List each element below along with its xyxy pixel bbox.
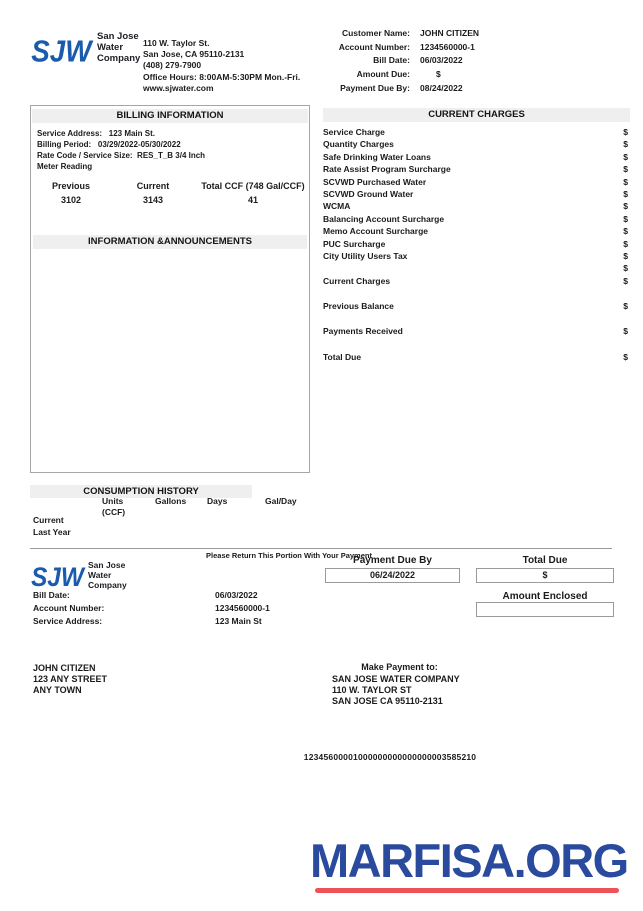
meter-reading-table: [31, 181, 309, 205]
stub-payment-due-by-box: 06/24/2022: [325, 568, 460, 583]
charge-amount: $: [623, 226, 628, 237]
consumption-history-header: CONSUMPTION HISTORY: [30, 485, 252, 498]
billing-information-panel: [30, 105, 310, 473]
charge-amount: $: [623, 176, 628, 187]
bill-date-label: Bill Date:: [373, 55, 410, 66]
payto-line: SAN JOSE CA 95110-2131: [332, 696, 443, 707]
stub-total-due-label: Total Due: [522, 555, 568, 566]
units-label: Units: [102, 496, 124, 506]
mailing-line: JOHN CITIZEN: [33, 663, 96, 673]
charge-amount: $: [623, 127, 628, 137]
meter-current-value: 3143: [142, 195, 164, 205]
charge-label: Balancing Account Surcharge: [323, 213, 445, 224]
charge-amount: $: [623, 201, 628, 212]
stub-total-due-box: $: [476, 568, 614, 583]
charge-label: Rate Assist Program Surcharge: [323, 164, 451, 175]
mailing-line: 123 ANY STREET: [33, 674, 108, 685]
consumption-col-galday: Gal/Day: [265, 496, 297, 506]
rate-code-label: Rate Code / Service Size:: [37, 151, 133, 160]
return-portion-notice: Please Return This Portion With Your Payment: [206, 551, 372, 560]
billing-period-label: Billing Period:: [37, 140, 92, 149]
stub-company-name: [88, 560, 127, 590]
charge-row: [323, 188, 630, 200]
total-amount: $: [623, 275, 628, 286]
company-name-line: Water: [97, 42, 124, 53]
total-due-row: [323, 351, 630, 363]
stub-bill-date-label: Bill Date:: [33, 590, 70, 600]
total-amount: $: [623, 301, 628, 312]
make-payment-title: Make Payment to:: [361, 662, 438, 672]
service-address-value: 123 Main St.: [108, 129, 155, 138]
charge-row: [323, 126, 630, 138]
charge-label: PUC Surcharge: [323, 238, 386, 249]
payto-line: 110 W. TAYLOR ST: [332, 685, 412, 696]
previous-balance-row: [323, 300, 630, 312]
stub-bill-date-value: 06/03/2022: [215, 590, 258, 600]
stub-account-number-label: Account Number:: [33, 602, 105, 613]
charge-row: [323, 250, 630, 262]
stub-divider-line: [30, 548, 612, 549]
stub-account-number-value: 1234560000-1: [215, 602, 270, 613]
charge-row: [323, 163, 630, 175]
account-number-label: Account Number:: [338, 41, 410, 52]
stub-bill-date-row: [33, 589, 270, 602]
charge-amount: $: [623, 164, 628, 175]
consumption-col-days: Days: [207, 496, 228, 506]
payments-received-row: [323, 325, 630, 337]
billing-information-header: BILLING INFORMATION: [32, 109, 308, 123]
meter-col-header: Previous: [51, 181, 91, 191]
stub-service-address-row: [33, 615, 270, 628]
billing-period-row: [37, 139, 309, 150]
customer-name-value: JOHN CITIZEN: [420, 28, 480, 38]
stub-account-number-row: [33, 602, 270, 615]
amount-enclosed-label: Amount Enclosed: [502, 591, 588, 602]
charge-totals: [323, 275, 630, 364]
charge-label: Memo Account Surcharge: [323, 226, 429, 237]
charge-label: SCVWD Purchased Water: [323, 176, 427, 187]
meter-col-header: Current: [136, 181, 170, 191]
consumption-row-last-year: Last Year: [33, 527, 71, 537]
address-line: Office Hours: 8:00AM-5:30PM Mon.-Fri.: [143, 71, 301, 82]
stub-details: [33, 589, 270, 627]
svg-text:SJW: SJW: [31, 562, 86, 593]
charge-label: City Utility Users Tax: [323, 250, 408, 261]
total-label: Payments Received: [323, 326, 403, 337]
stub-service-address-value: 123 Main St: [215, 615, 262, 626]
total-label: Previous Balance: [323, 301, 394, 312]
charge-row: [323, 151, 630, 163]
charge-amount: $: [623, 151, 628, 162]
meter-total-ccf-value: 41: [247, 195, 258, 205]
consumption-row-current: Current: [33, 515, 64, 525]
amount-enclosed-box: [476, 602, 614, 617]
summary-row: [320, 68, 560, 82]
current-charges-total-row: [323, 275, 630, 287]
billing-info-lines: [37, 128, 309, 172]
bill-date-value: 06/03/2022: [420, 55, 463, 66]
service-address-row: [37, 128, 309, 139]
payto-line: SAN JOSE WATER COMPANY: [332, 674, 460, 684]
account-number-value: 1234560000-1: [420, 41, 475, 52]
ccf-label: (CCF): [102, 506, 126, 517]
consumption-col-units: [102, 496, 125, 517]
address-line: San Jose, CA 95110-2131: [143, 49, 245, 60]
current-charges-header: CURRENT CHARGES: [323, 108, 630, 122]
meter-reading-label: Meter Reading: [37, 162, 93, 171]
meter-col-header: Total CCF (748 Gal/CCF): [201, 181, 305, 191]
marfisa-watermark-underline: [315, 888, 619, 893]
summary-row: [320, 54, 560, 68]
charge-label: Quantity Charges: [323, 139, 394, 150]
billing-period-value: 03/29/2022-05/30/2022: [97, 140, 181, 149]
total-label: Current Charges: [323, 275, 391, 286]
address-line: (408) 279-7900: [143, 60, 202, 71]
charge-row: [323, 262, 630, 274]
stub-payment-due-by-label: Payment Due By: [353, 555, 432, 566]
charge-row: [323, 200, 630, 212]
amount-due-value: $: [436, 69, 441, 80]
payment-due-by-label: Payment Due By:: [340, 82, 410, 93]
customer-mailing-address: [33, 663, 107, 697]
company-logo: [30, 28, 94, 77]
stub-service-address-label: Service Address:: [33, 615, 103, 626]
consumption-col-gallons: Gallons: [155, 496, 187, 506]
charge-row: [323, 176, 630, 188]
charge-row: [323, 238, 630, 250]
company-name-line: Company: [97, 53, 141, 64]
make-payment-address: [332, 674, 460, 708]
company-name: [97, 31, 140, 64]
summary-row: [320, 27, 560, 41]
account-summary: [320, 27, 560, 96]
total-label: Total Due: [323, 351, 362, 362]
rate-code-value: RES_T_B 3/4 Inch: [137, 151, 206, 160]
company-website: www.sjwater.com: [143, 82, 214, 93]
charge-label: Safe Drinking Water Loans: [323, 151, 431, 162]
svg-text:SJW: SJW: [31, 33, 94, 69]
address-line: 110 W. Taylor St.: [143, 38, 210, 48]
company-name-line: San Jose: [88, 560, 126, 570]
summary-row: [320, 41, 560, 55]
charge-amount: $: [623, 250, 628, 261]
charge-label: Service Charge: [323, 127, 385, 137]
charge-row: [323, 225, 630, 237]
charge-amount: $: [623, 263, 628, 274]
charge-amount: $: [623, 238, 628, 249]
charge-items: [323, 126, 630, 275]
company-name-line: Water: [88, 570, 112, 580]
charge-amount: $: [623, 213, 628, 224]
summary-row: [320, 82, 560, 96]
ocr-scan-line: 12345600001000000000000000003585210: [303, 752, 477, 762]
customer-name-label: Customer Name:: [341, 28, 410, 38]
payment-due-by-value: 08/24/2022: [420, 82, 463, 93]
charge-amount: $: [623, 139, 628, 150]
company-address: [143, 38, 300, 94]
mailing-line: ANY TOWN: [33, 685, 82, 696]
charge-label: WCMA: [323, 201, 351, 212]
marfisa-watermark-text: MARFISA.ORG: [310, 834, 628, 887]
announcements-header: INFORMATION &ANNOUNCEMENTS: [33, 235, 307, 249]
current-charges-panel: [323, 108, 630, 363]
company-name-line: San Jose: [97, 31, 139, 42]
charge-row: [323, 138, 630, 150]
meter-previous-value: 3102: [60, 195, 82, 205]
total-amount: $: [623, 351, 628, 362]
charge-label: SCVWD Ground Water: [323, 188, 414, 199]
rate-code-row: [37, 150, 309, 161]
sjw-logo-icon: [30, 28, 94, 72]
amount-due-label: Amount Due:: [356, 69, 410, 80]
charge-row: [323, 213, 630, 225]
company-name-line: Company: [88, 580, 127, 590]
total-amount: $: [623, 326, 628, 337]
charge-amount: $: [623, 188, 628, 199]
service-address-label: Service Address:: [37, 129, 103, 138]
